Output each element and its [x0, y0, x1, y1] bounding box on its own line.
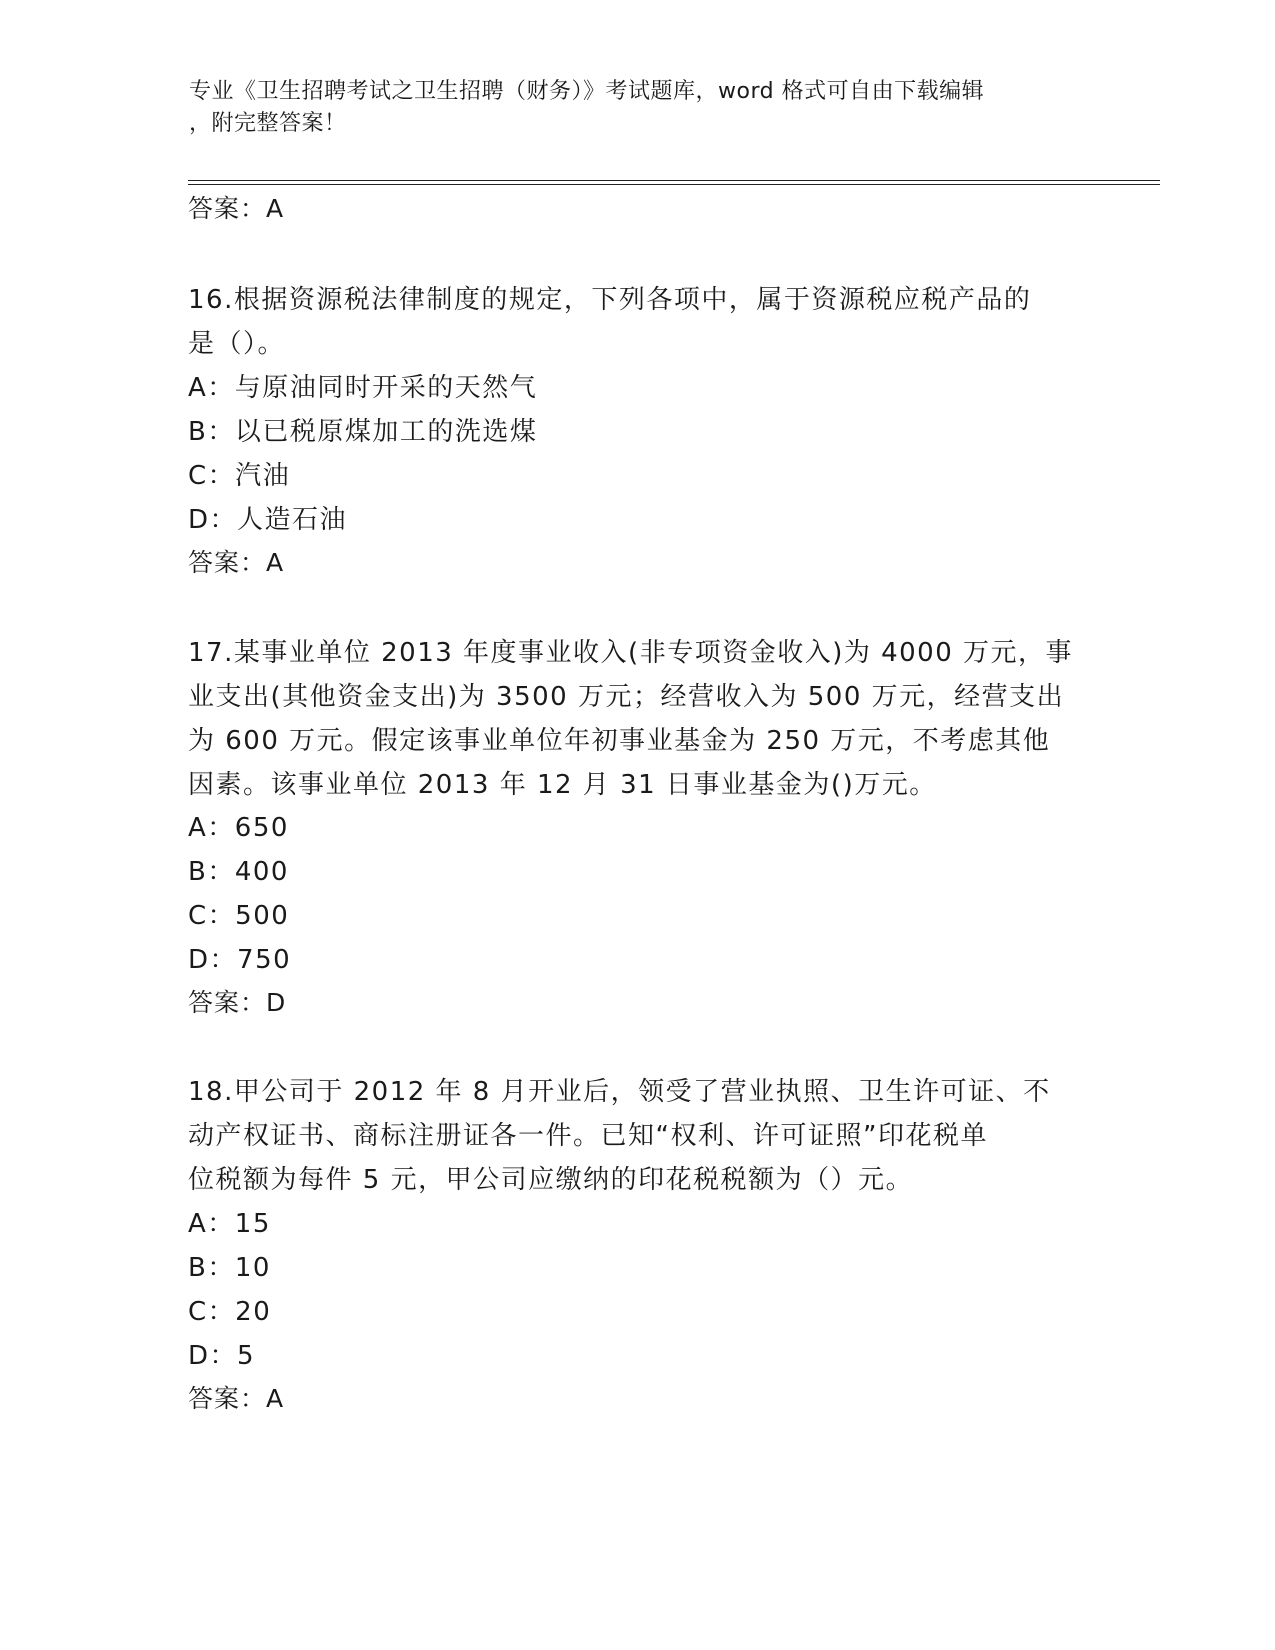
option-d: D：人造石油 [188, 505, 348, 535]
previous-answer: 答案：A [188, 194, 285, 223]
question-stem-line: 18.甲公司于 2012 年 8 月开业后，领受了营业执照、卫生许可证、不 [188, 1077, 1051, 1107]
option-d: D：750 [188, 945, 292, 975]
question-stem-line: 因素。该事业单位 2013 年 12 月 31 日事业基金为()万元。 [188, 770, 937, 800]
question-stem-line: 为 600 万元。假定该事业单位年初事业基金为 250 万元，不考虑其他 [188, 726, 1051, 756]
header-line-2: ，附完整答案！ [189, 111, 347, 136]
option-a: A：15 [188, 1209, 271, 1239]
question-stem-line: 16.根据资源税法律制度的规定，下列各项中，属于资源税应税产品的 [188, 285, 1032, 315]
header-divider-top [188, 180, 1160, 181]
header-divider-bottom [188, 184, 1160, 185]
option-c: C：汽油 [188, 461, 291, 491]
answer: 答案：D [188, 988, 287, 1017]
question-stem-line: 位税额为每件 5 元，甲公司应缴纳的印花税税额为（）元。 [188, 1165, 914, 1195]
question-stem-line: 动产权证书、商标注册证各一件。已知“权利、许可证照”印花税单 [188, 1121, 988, 1151]
option-d: D：5 [188, 1341, 256, 1371]
question-stem-line: 业支出(其他资金支出)为 3500 万元；经营收入为 500 万元，经营支出 [188, 682, 1065, 712]
question-stem-line: 是（）。 [188, 329, 286, 359]
header-line-1: 专业《卫生招聘考试之卫生招聘（财务）》考试题库，word 格式可自由下载编辑 [189, 79, 985, 104]
document-header [189, 76, 1089, 140]
answer: 答案：A [188, 1384, 285, 1413]
option-b: B：10 [188, 1253, 271, 1283]
option-c: C：20 [188, 1297, 272, 1327]
question-stem-line: 17.某事业单位 2013 年度事业收入(非专项资金收入)为 4000 万元，事 [188, 638, 1074, 668]
option-a: A：650 [188, 813, 289, 843]
option-a: A：与原油同时开采的天然气 [188, 373, 538, 403]
option-c: C：500 [188, 901, 290, 931]
option-b: B：以已税原煤加工的洗选煤 [188, 417, 538, 447]
option-b: B：400 [188, 857, 289, 887]
answer: 答案：A [188, 548, 285, 577]
